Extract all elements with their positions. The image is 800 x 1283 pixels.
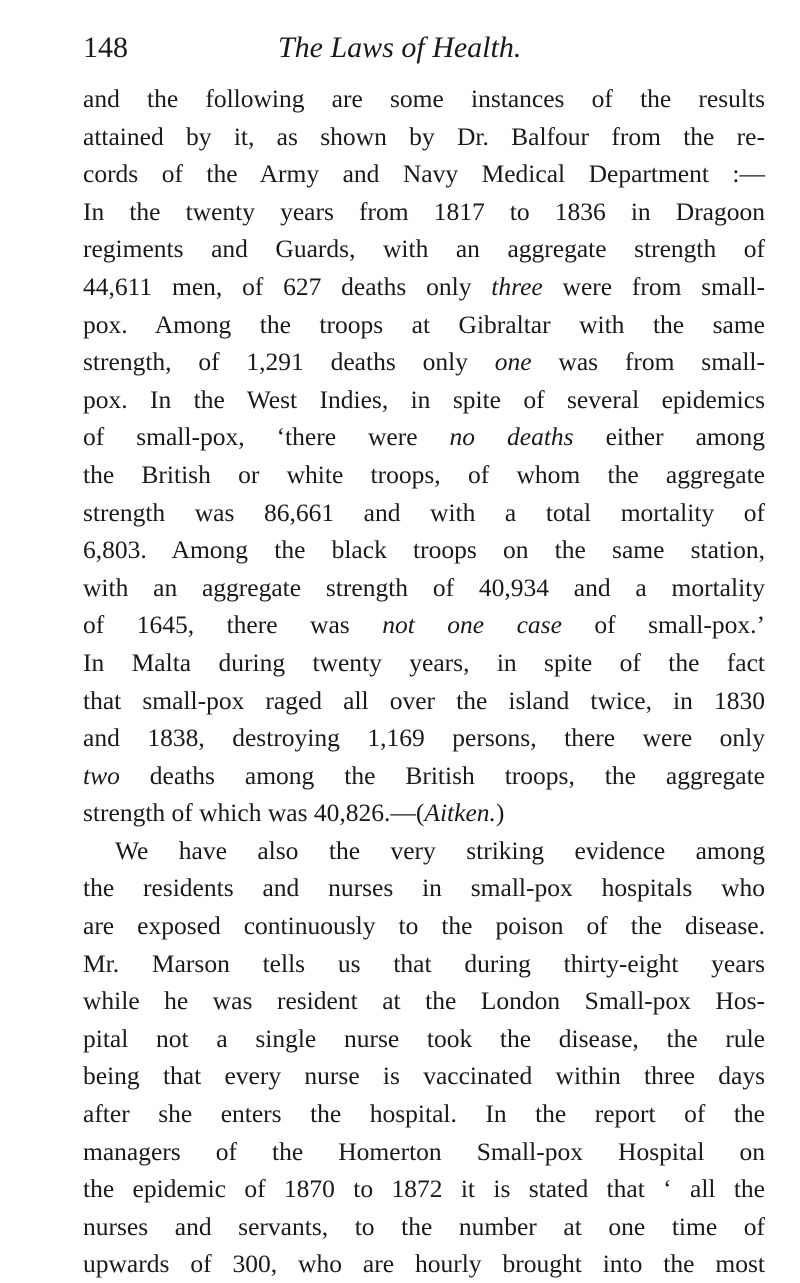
text-segment: 44,611 men, of 627 deaths only: [83, 271, 492, 301]
text-line: [83, 531, 765, 569]
text-segment: being that every nurse is vaccinated within three days: [83, 1061, 765, 1091]
italic-text-segment: no deaths: [449, 422, 574, 452]
text-segment: cords of the Army and Navy Medical Department :—: [83, 159, 765, 189]
text-line: [83, 644, 765, 682]
text-segment: after she enters the hospital. In the report of the: [83, 1099, 765, 1129]
text-line: [83, 1245, 765, 1283]
text-segment: the British or white troops, of whom the aggregate: [83, 459, 765, 489]
text-line: [83, 757, 765, 795]
text-line: [83, 381, 765, 419]
text-segment: of small-pox.’: [561, 610, 765, 640]
text-segment: attained by it, as shown by Dr. Balfour from the re-: [83, 121, 765, 151]
text-segment: the residents and nurses in small-pox hospitals who: [83, 873, 765, 903]
text-segment: nurses and servants, to the number at one time of: [83, 1211, 765, 1241]
text-line: [83, 1133, 765, 1171]
text-line: [83, 606, 765, 644]
text-line: [83, 1170, 765, 1208]
text-line: [83, 832, 765, 870]
text-segment: with an aggregate strength of 40,934 and a mortality: [83, 572, 765, 602]
text-segment: the epidemic of 1870 to 1872 it is stated that ‘ all the: [83, 1174, 765, 1204]
italic-text-segment: one: [494, 347, 532, 377]
text-segment: In the twenty years from 1817 to 1836 in Dragoon: [83, 196, 765, 226]
text-line: [83, 945, 765, 983]
text-segment: strength, of 1,291 deaths only: [83, 347, 495, 377]
body-text: [83, 80, 765, 1283]
text-segment: pox. Among the troops at Gibraltar with the same: [83, 309, 765, 339]
text-segment: managers of the Homerton Small-pox Hospital on: [83, 1136, 765, 1166]
italic-text-segment: three: [491, 271, 543, 301]
text-segment: ): [495, 798, 505, 828]
text-segment: either among: [573, 422, 766, 452]
running-head: [83, 28, 763, 68]
text-segment: upwards of 300, who are hourly brought into the most: [83, 1249, 765, 1279]
text-line: [83, 1095, 765, 1133]
text-segment: pox. In the West Indies, in spite of several epidemics: [83, 384, 765, 414]
italic-text-segment: not one case: [382, 610, 562, 640]
text-line: [83, 80, 765, 118]
text-segment: We have also the very striking evidence among: [115, 835, 765, 865]
text-segment: and 1838, destroying 1,169 persons, there were only: [83, 723, 765, 753]
text-line: [83, 1020, 765, 1058]
text-segment: regiments and Guards, with an aggregate strength of: [83, 234, 765, 264]
text-line: [83, 907, 765, 945]
text-segment: while he was resident at the London Small-pox Hos-: [83, 986, 765, 1016]
running-title: The Laws of Health.: [278, 31, 522, 64]
text-line: [83, 230, 765, 268]
text-line: [83, 682, 765, 720]
text-segment: was from small-: [531, 347, 766, 377]
text-segment: deaths among the British troops, the aggregate: [119, 760, 765, 790]
text-line: [83, 569, 765, 607]
text-line: [83, 1208, 765, 1246]
text-line: [83, 719, 765, 757]
text-segment: strength was 86,661 and with a total mortality of: [83, 497, 765, 527]
italic-text-segment: Aitken.: [424, 798, 496, 828]
text-segment: strength of which was 40,826.—(: [83, 798, 425, 828]
text-line: [83, 982, 765, 1020]
text-segment: In Malta during twenty years, in spite of the fact: [83, 647, 765, 677]
text-segment: of 1645, there was: [83, 610, 383, 640]
text-line: [83, 1057, 765, 1095]
text-segment: 6,803. Among the black troops on the same station,: [83, 535, 765, 565]
text-line: [83, 869, 765, 907]
text-line: [83, 494, 765, 532]
text-segment: pital not a single nurse took the disease, the rule: [83, 1023, 765, 1053]
text-line: [83, 418, 765, 456]
page-number: 148: [83, 31, 128, 64]
text-line: [83, 794, 765, 832]
italic-text-segment: two: [83, 760, 120, 790]
text-segment: that small-pox raged all over the island twice, in 1830: [83, 685, 765, 715]
text-line: [83, 193, 765, 231]
text-line: [83, 155, 765, 193]
text-segment: Mr. Marson tells us that during thirty-eight years: [83, 948, 765, 978]
text-segment: and the following are some instances of the results: [83, 84, 765, 113]
text-line: [83, 343, 765, 381]
text-line: [83, 456, 765, 494]
text-line: [83, 118, 765, 156]
text-segment: were from small-: [542, 271, 765, 301]
text-line: [83, 268, 765, 306]
text-segment: are exposed continuously to the poison of the disease.: [83, 911, 765, 941]
text-segment: of small-pox, ‘there were: [83, 422, 450, 452]
text-line: [83, 306, 765, 344]
